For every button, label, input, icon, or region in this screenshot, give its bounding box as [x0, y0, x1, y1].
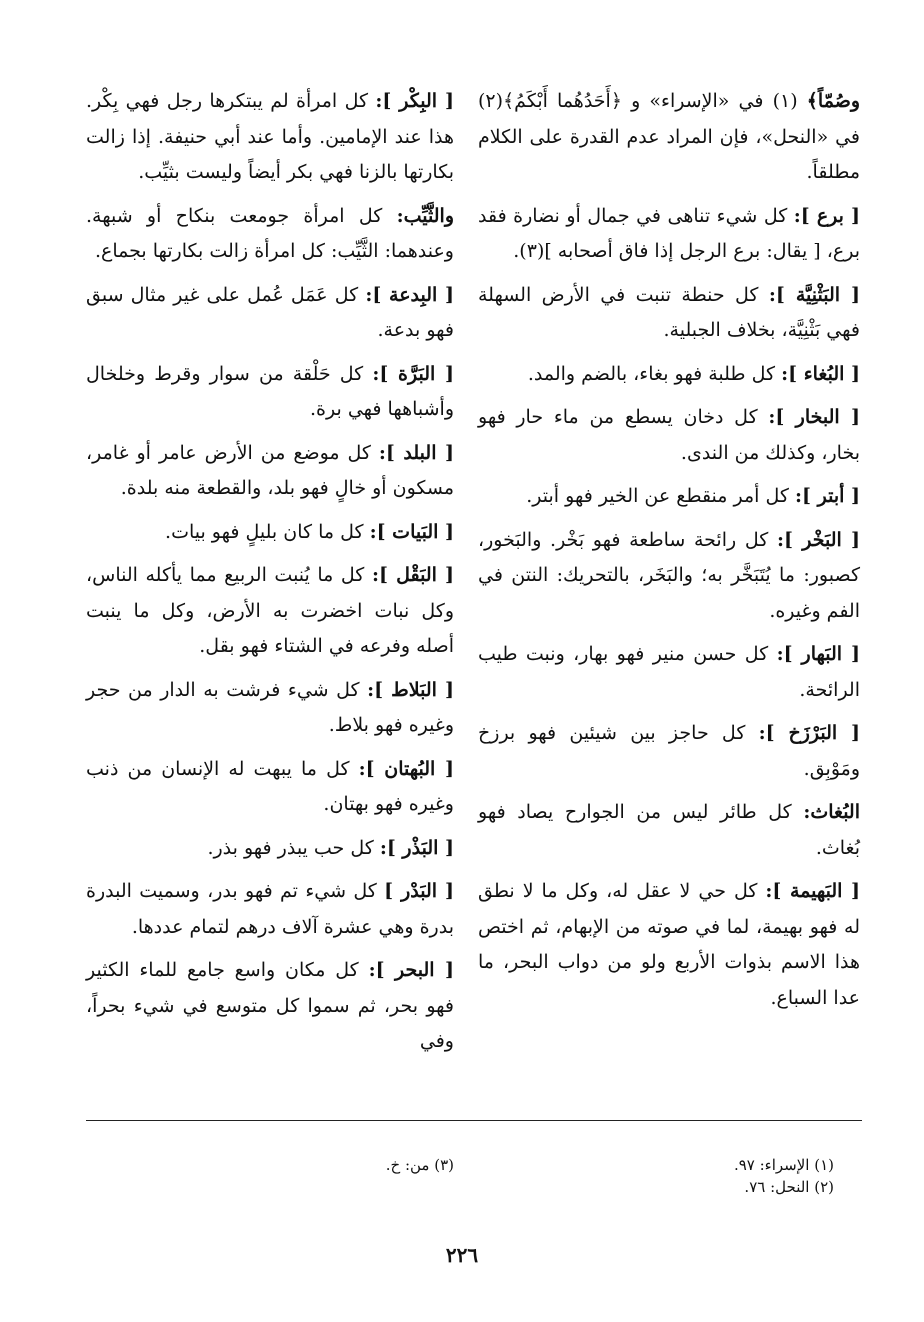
- entry-definition: كل حسن منير فهو بهار، ونبت طيب الرائحة.: [478, 643, 860, 701]
- entry-term: [ البُغاء ]:: [781, 362, 860, 385]
- dictionary-entry: [478, 637, 860, 708]
- entry-definition: كل ما يبهت له الإنسان من ذنب وغيره فهو بهتان.: [86, 757, 454, 815]
- dictionary-entry: [478, 523, 860, 630]
- entry-term: [ برع ]:: [793, 204, 860, 227]
- entry-term: [ أبتر ]:: [794, 485, 860, 507]
- footnote: (١) الإسراء: ٩٧.: [733, 1156, 834, 1174]
- entry-definition: كل طلبة فهو بغاء، بالضم والمد.: [527, 362, 776, 385]
- intro-paragraph: [478, 84, 860, 191]
- entry-definition: كل دخان يسطع من ماء حار فهو بخار، وكذلك من الندى.: [478, 406, 860, 464]
- left-entries: [86, 84, 454, 1060]
- footnotes-left: [254, 1154, 454, 1176]
- right-entries: [478, 199, 860, 1017]
- entry-definition: كل حي لا عقل له، وكل ما لا نطق له فهو بهيمة، لما في صوته من الإبهام، ثم اختص هذا الاسم بذوات الأربع ولو من دواب البحر، ما عدا السباع.: [478, 880, 860, 1009]
- entry-term: [ البَثْنِيَّة ]:: [768, 283, 860, 306]
- entry-term: والثَّيِّب:: [396, 204, 454, 227]
- left-column: [86, 84, 454, 1068]
- entry-term: [ البَذْر ]:: [379, 836, 454, 859]
- entry-term: [ البَرْزَخ ]:: [758, 722, 860, 744]
- entry-definition: كل ما يُنبت الربيع مما يأكله الناس، وكل نبات اخضرت به الأرض، وكل ما ينبت أصله وفرعه في الشتاء فهو بقل.: [86, 564, 454, 657]
- right-column: [478, 84, 860, 1024]
- dictionary-entry: [478, 278, 860, 349]
- footnote-divider: [86, 1120, 862, 1121]
- entry-definition: كل امرأة لم يبتكرها رجل فهي بِكْر. هذا عند الإمامين. وأما عند أبي حنيفة. إذا زالت بكارتها بالزنا فهي بكر أيضاً وليست بثيِّب.: [86, 90, 454, 183]
- entry-definition: كل عَمَل عُمل على غير مثال سبق فهو بدعة.: [86, 283, 454, 341]
- dictionary-entry: [478, 716, 860, 787]
- intro-term: وصُمّاً﴾: [806, 90, 860, 112]
- dictionary-entry: [86, 752, 454, 823]
- dictionary-entry: [86, 953, 454, 1060]
- entry-term: [ البَقْل ]:: [371, 564, 455, 586]
- entry-term: [ البَيات ]:: [369, 520, 454, 543]
- footnote: (٣) من: خ.: [385, 1156, 454, 1174]
- dictionary-entry: [86, 831, 454, 867]
- dictionary-entry: [86, 558, 454, 665]
- dictionary-entry: [86, 199, 454, 270]
- dictionary-entry: [86, 874, 454, 945]
- entry-term: [ البُهتان ]:: [358, 757, 454, 780]
- dictionary-entry: [478, 400, 860, 471]
- entry-definition: كل أمر منقطع عن الخير فهو أبتر.: [526, 485, 789, 507]
- entry-definition: كل طائر ليس من الجوارح يصاد فهو بُغاث.: [478, 801, 860, 859]
- entry-definition: كل شيء تم فهو بدر، وسميت البدرة بدرة وهي عشرة آلاف درهم لتمام عددها.: [86, 880, 454, 938]
- dictionary-entry: [478, 874, 860, 1016]
- entry-term: [ البِدعة ]:: [365, 283, 454, 306]
- entry-definition: كل شيء فرشت به الدار من حجر وغيره فهو بلاط.: [86, 678, 454, 736]
- dictionary-entry: [86, 436, 454, 507]
- entry-term: [ البِكْر ]:: [375, 90, 455, 112]
- dictionary-entry: [86, 673, 454, 744]
- dictionary-entry: [86, 357, 454, 428]
- entry-term: [ البَخْر ]:: [776, 528, 861, 551]
- entry-term: [ البَدْر ]: [384, 880, 454, 902]
- entry-term: [ البحر ]:: [368, 959, 454, 981]
- entry-definition: كل مكان واسع جامع للماء الكثير فهو بحر، ثم سموا كل متوسع في شيء بحراً، وفي: [86, 959, 454, 1052]
- footnotes-right: [534, 1154, 834, 1198]
- intro-text: (١) في «الإسراء» و ﴿أَحَدُهُما أَبْكَمُ﴾(٢) في «النحل»، فإن المراد عدم القدرة على الكلام مطلقاً.: [478, 90, 860, 183]
- dictionary-entry: [478, 357, 860, 393]
- entry-definition: كل امرأة جومعت بنكاح أو شبهة. وعندهما: الثَّيِّب: كل امرأة زالت بكارتها بجماع.: [86, 204, 454, 262]
- entry-term: [ البَهار ]:: [776, 643, 861, 665]
- entry-definition: كل رائحة ساطعة فهو بَخْر. والبَخور، كصبور: ما يُتَبَخَّر به؛ والبَخَر، بالتحريك: النتن في الفم وغيره.: [478, 528, 860, 622]
- entry-definition: كل حب يبذر فهو بذر.: [207, 836, 374, 859]
- entry-term: البُغاث:: [803, 801, 861, 823]
- entry-definition: كل حَلْقة من سوار وقرط وخلخال وأشباهها فهي برة.: [86, 362, 454, 420]
- dictionary-entry: [478, 199, 860, 270]
- page-number: ٢٢٦: [445, 1243, 479, 1267]
- entry-term: [ البلد ]:: [378, 441, 454, 464]
- dictionary-entry: [86, 84, 454, 191]
- entry-term: [ البخار ]:: [768, 406, 860, 428]
- entry-term: [ البَهيمة ]:: [765, 880, 861, 902]
- dictionary-entry: [478, 479, 860, 515]
- entry-definition: كل حنطة تنبت في الأرض السهلة فهي بَثْنِيَّة، بخلاف الجبلية.: [478, 283, 860, 341]
- entry-definition: كل شيء تناهى في جمال أو نضارة فقد برع، [ يقال: برع الرجل إذا فاق أصحابه ](٣).: [478, 204, 860, 262]
- footnote: (٢) النحل: ٧٦.: [744, 1178, 834, 1196]
- dictionary-entry: [86, 278, 454, 349]
- entry-term: [ البَرَّة ]:: [372, 362, 454, 385]
- entry-term: [ البَلاط ]:: [367, 678, 454, 701]
- entry-definition: كل ما كان بليلٍ فهو بيات.: [165, 520, 364, 543]
- entry-definition: كل حاجز بين شيئين فهو برزخ ومَوْبِق.: [478, 722, 860, 780]
- entry-definition: كل موضع من الأرض عامر أو غامر، مسكون أو خالٍ فهو بلد، والقطعة منه بلدة.: [86, 441, 454, 499]
- dictionary-entry: [478, 795, 860, 866]
- dictionary-entry: [86, 515, 454, 551]
